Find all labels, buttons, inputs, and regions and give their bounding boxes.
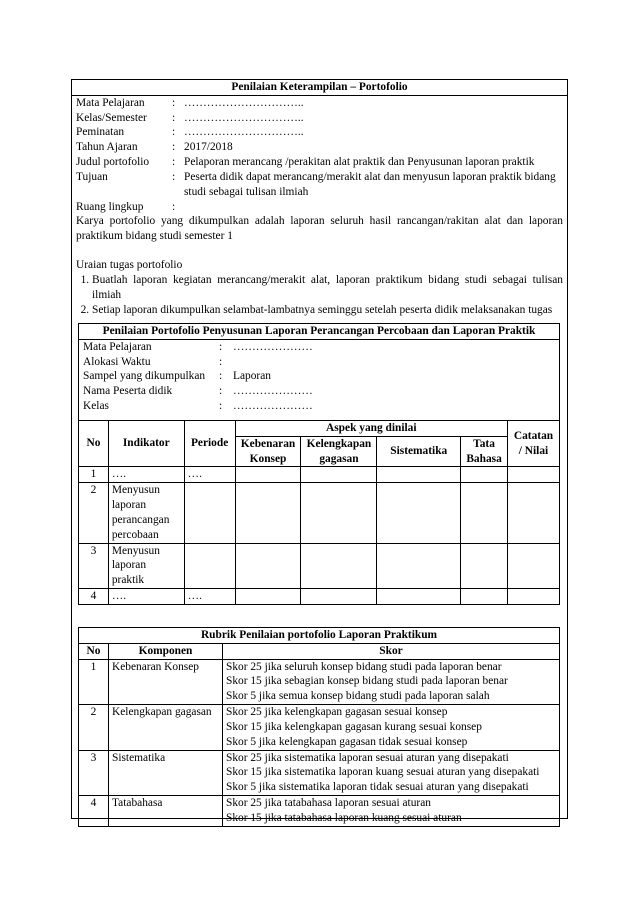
table-row [79, 543, 560, 588]
field-colon: : [172, 111, 176, 124]
task-item: 2. Setiap laporan dikumpulkan selambat-lambatnya seminggu setelah peserta didik melaksanakan tugas [92, 303, 563, 318]
score-cell[interactable] [508, 589, 560, 605]
score-cell[interactable] [301, 543, 377, 588]
field-colon: : [219, 400, 223, 413]
score-cell[interactable] [508, 543, 560, 588]
field-label: Mata Pelajaran [76, 96, 145, 109]
rubric-row [79, 659, 560, 704]
field-colon: : [219, 355, 223, 368]
rubric-skor-line: Skor 5 jika semua konsep bidang studi pada laporan salah [226, 690, 490, 703]
rubric-skor [223, 750, 560, 795]
field-row [76, 155, 563, 170]
rubric-skor-line: Skor 25 jika tatabahasa laporan sesuai aturan [226, 797, 431, 810]
field-row [83, 369, 555, 384]
rubric-col-komponen: Komponen [109, 644, 223, 659]
rubric-no: 4 [79, 796, 109, 827]
field-value: ………………………….. [184, 111, 304, 124]
rubric-skor-line: Skor 15 jika sistematika laporan kuang sesuai aturan yang disepakati [226, 766, 540, 779]
field-value: 2017/2018 [184, 141, 233, 154]
row-periode: …. [184, 467, 235, 483]
field-row [76, 125, 563, 140]
col-sistematika: Sistematika [377, 436, 461, 467]
rubric-skor-line: Skor 25 jika seluruh konsep bidang studi pada laporan benar [226, 660, 502, 673]
field-colon: : [172, 170, 176, 183]
rubric-skor [223, 705, 560, 750]
rubric-skor-line: Skor 15 jika sebagian konsep bidang studi pada laporan benar [226, 675, 508, 688]
field-value: ………………………….. [184, 126, 304, 139]
field-value [231, 355, 555, 370]
score-cell[interactable] [461, 483, 508, 543]
row-indikator: …. [108, 467, 184, 483]
field-row [83, 340, 555, 355]
table-row [79, 467, 560, 483]
rubric-skor-line: Skor 5 jika kelengkapan gagasan tidak sesuai konsep [226, 735, 468, 748]
row-periode: …. [184, 589, 235, 605]
field-value: ………………………….. [184, 96, 304, 109]
portfolio-scoring-frame [78, 323, 560, 603]
field-row [76, 170, 563, 200]
rubric-komponen: Sistematika [109, 750, 223, 795]
field-colon: : [219, 385, 223, 398]
rubric-skor-line: Skor 5 jika sistematika laporan tidak sesuai aturan yang disepakati [226, 781, 529, 794]
field-label: Tahun Ajaran [76, 141, 138, 154]
rubric-table [78, 644, 560, 827]
rubric-row [79, 705, 560, 750]
rubric-skor-line: Skor 15 jika tatabahasa laporan kuang sesuai aturan [226, 811, 462, 824]
col-periode: Periode [184, 420, 235, 466]
score-cell[interactable] [377, 589, 461, 605]
rubric-skor [223, 796, 560, 827]
field-colon: : [172, 141, 176, 154]
field-colon: : [172, 126, 176, 139]
rubric-no: 1 [79, 659, 109, 704]
scope-text: Karya portofolio yang dikumpulkan adalah laporan seluruh hasil rancangan/rakitan alat dan laporan praktikum bidang studi semester 1 [76, 215, 563, 243]
section1-title: Penilaian Keterampilan – Portofolio [72, 80, 567, 96]
field-colon: : [172, 200, 176, 213]
field-colon: : [219, 370, 223, 383]
rubric-no: 2 [79, 705, 109, 750]
score-cell[interactable] [301, 483, 377, 543]
score-cell[interactable] [461, 467, 508, 483]
rubric-komponen: Kelengkapan gagasan [109, 705, 223, 750]
field-value: Pelaporan merancang /perakitan alat praktik dan Penyusunan laporan praktik [184, 156, 535, 169]
rubric-row [79, 750, 560, 795]
field-label: Sampel yang dikumpulkan [83, 370, 206, 383]
rubric-frame [78, 627, 560, 824]
row-no: 1 [79, 467, 109, 483]
col-kelengkapan: Kelengkapan gagasan [301, 436, 377, 467]
col-kebenaran: Kebenaran Konsep [235, 436, 301, 467]
field-row [76, 140, 563, 155]
table-row [79, 589, 560, 605]
field-value: ………………… [233, 400, 313, 413]
score-cell[interactable] [461, 543, 508, 588]
score-cell[interactable] [377, 483, 461, 543]
tasks-list [76, 273, 563, 317]
spacer [76, 244, 563, 258]
tasks-heading: Uraian tugas portofolio [76, 259, 183, 272]
field-colon: : [172, 96, 176, 109]
score-cell[interactable] [235, 589, 301, 605]
rubric-col-skor: Skor [223, 644, 560, 659]
field-label: Nama Peserta didik [83, 385, 173, 398]
field-label: Tujuan [76, 170, 108, 183]
rubric-skor-line: Skor 15 jika kelengkapan gagasan kurang sesuai konsep [226, 720, 482, 733]
field-label: Kelas/Semester [76, 111, 147, 124]
portfolio-score-table [78, 420, 560, 605]
field-row [76, 200, 563, 215]
row-indikator: …. [108, 589, 184, 605]
col-tata: Tata Bahasa [461, 436, 508, 467]
score-cell[interactable] [377, 467, 461, 483]
section2-fields [79, 340, 559, 414]
row-no: 2 [79, 483, 109, 543]
field-value: ………………… [233, 340, 313, 353]
score-cell[interactable] [301, 589, 377, 605]
score-cell[interactable] [301, 467, 377, 483]
field-row [83, 399, 555, 414]
score-cell[interactable] [508, 483, 560, 543]
field-label: Mata Pelajaran [83, 340, 152, 353]
section3-title: Rubrik Penilaian portofolio Laporan Praktikum [79, 628, 559, 644]
score-cell[interactable] [377, 543, 461, 588]
field-value: Laporan [233, 370, 271, 383]
field-value: ………………… [233, 385, 313, 398]
col-catatan: Catatan / Nilai [508, 420, 560, 466]
score-cell[interactable] [508, 467, 560, 483]
field-label: Ruang lingkup [76, 200, 144, 213]
rubric-row [79, 796, 560, 827]
score-cell[interactable] [235, 467, 301, 483]
rubric-komponen: Tatabahasa [109, 796, 223, 827]
field-value [184, 200, 563, 215]
row-no: 3 [79, 543, 109, 588]
rubric-skor-line: Skor 25 jika kelengkapan gagasan sesuai konsep [226, 706, 448, 719]
score-cell[interactable] [235, 483, 301, 543]
rubric-no: 3 [79, 750, 109, 795]
row-no: 4 [79, 589, 109, 605]
table-row [79, 483, 560, 543]
field-row [76, 96, 563, 111]
section1-body [72, 96, 567, 318]
field-value: Peserta didik dapat merancang/merakit alat dan menyusun laporan praktik bidang studi sebagai tulisan ilmiah [184, 170, 556, 198]
row-indikator: Menyusun laporan perancangan percobaan [108, 483, 184, 543]
col-no: No [79, 420, 109, 466]
rubric-skor-line: Skor 25 jika sistematika laporan sesuai aturan yang disepakati [226, 751, 509, 764]
col-aspek: Aspek yang dinilai [235, 420, 507, 436]
row-indikator: Menyusun laporan praktik [108, 543, 184, 588]
rubric-col-no: No [79, 644, 109, 659]
field-row [83, 384, 555, 399]
field-label: Peminatan [76, 126, 125, 139]
field-colon: : [219, 340, 223, 353]
rubric-skor [223, 659, 560, 704]
rubric-komponen: Kebenaran Konsep [109, 659, 223, 704]
field-label: Judul portofolio [76, 156, 150, 169]
field-row [83, 355, 555, 370]
section2-title: Penilaian Portofolio Penyusunan Laporan Perancangan Percobaan dan Laporan Praktik [79, 324, 559, 340]
field-row [76, 111, 563, 126]
field-label: Alokasi Waktu [83, 355, 151, 368]
row-periode [184, 483, 235, 543]
col-indikator: Indikator [108, 420, 184, 466]
row-periode [184, 543, 235, 588]
score-cell[interactable] [235, 543, 301, 588]
score-cell[interactable] [461, 589, 508, 605]
task-item: 1. Buatlah laporan kegiatan merancang/merakit alat, laporan praktikum bidang studi sebagai tulisan ilmiah [92, 273, 563, 303]
field-label: Kelas [83, 400, 109, 413]
field-colon: : [172, 156, 176, 169]
